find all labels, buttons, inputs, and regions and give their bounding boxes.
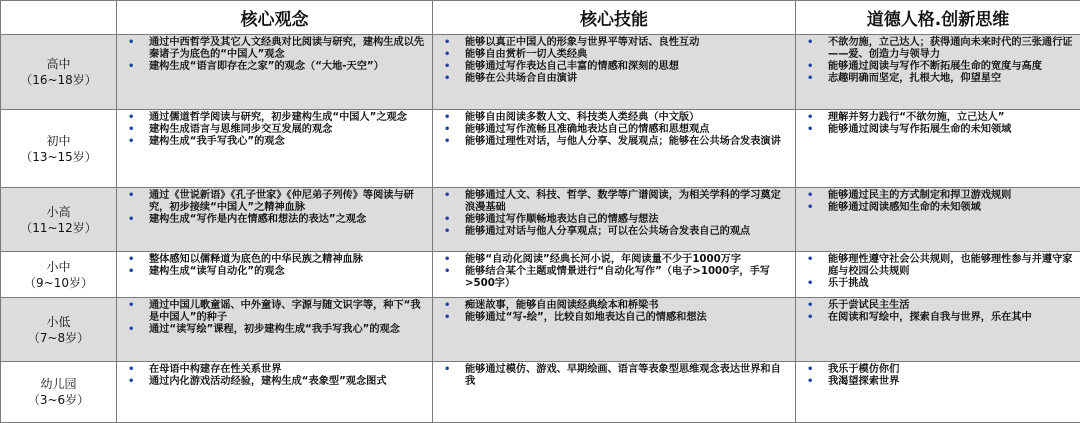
table-row: [1, 252, 1080, 298]
list-item: • 我渴望探索世界: [802, 376, 1074, 388]
list-item: • 乐于尝试民主生活: [802, 300, 1074, 312]
list-item: • 能够以真正中国人的形象与世界平等对话、良性互动: [439, 37, 789, 49]
list-item: • 能够通过阅读与写作拓展生命的未知领域: [802, 124, 1074, 136]
ethics-cell: [796, 362, 1080, 423]
skills-cell: [433, 188, 796, 252]
list-item: • 能够通过写作表达自己丰富的情感和深刻的思想: [439, 61, 789, 73]
list-item: • 能够通过阅读与写作不断拓展生命的宽度与高度: [802, 61, 1074, 73]
grade-name: 高中: [1, 56, 116, 72]
list-item: • 在阅读和写绘中，探索自我与世界，乐在其中: [802, 312, 1074, 324]
skills-cell: [433, 362, 796, 423]
grade-name: 小中: [1, 259, 116, 275]
grade-age-range: （9~10岁）: [1, 275, 116, 291]
skills-list: [439, 190, 789, 238]
list-item: • 通过儒道哲学阅读与研究，初步建构生成“中国人”之观念: [123, 112, 426, 124]
grade-cell: [1, 35, 117, 110]
table-row: [1, 35, 1080, 110]
concepts-cell: [117, 362, 433, 423]
grade-cell: [1, 188, 117, 252]
list-item: • 理解并努力践行“不欲勿施，立己达人”: [802, 112, 1074, 124]
concepts-list: [123, 300, 426, 336]
ethics-list: [802, 190, 1074, 214]
ethics-list: [802, 112, 1074, 136]
skills-list: [439, 364, 789, 388]
list-item: • 建构生成“读写自动化”的观念: [123, 266, 426, 278]
concepts-list: [123, 112, 426, 148]
skills-list: [439, 112, 789, 148]
skills-cell: [433, 110, 796, 188]
list-item: • 整体感知以儒释道为底色的中华民族之精神血脉: [123, 254, 426, 266]
concepts-cell: [117, 298, 433, 362]
list-item: • 通过中国儿歌童谣、中外童诗、字源与随文识字等，种下“我是中国人”的种子: [123, 300, 426, 324]
list-item: • 能够通过“写-绘”，比较自如地表达自己的情感和想法: [439, 312, 789, 324]
grade-cell: [1, 298, 117, 362]
concepts-list: [123, 254, 426, 278]
list-item: • 乐于挑战: [802, 278, 1074, 290]
skills-list: [439, 254, 789, 290]
table-row: [1, 362, 1080, 423]
skills-list: [439, 300, 789, 324]
header-core-skills: 核心技能: [433, 1, 796, 35]
grade-age-range: （16~18岁）: [1, 72, 116, 88]
list-item: • 痴迷故事，能够自由阅读经典绘本和桥梁书: [439, 300, 789, 312]
skills-list: [439, 37, 789, 85]
table-row: [1, 188, 1080, 252]
table-row: [1, 110, 1080, 188]
ethics-list: [802, 300, 1074, 324]
list-item: • 志趣明确而坚定，扎根大地，仰望星空: [802, 73, 1074, 85]
grade-name: 小高: [1, 204, 116, 220]
list-item: • 通过《世说新语》《孔子世家》《仲尼弟子列传》等阅读与研究，初步接续“中国人”之精神血脉: [123, 190, 426, 214]
list-item: • 能够通过对话与他人分享观点；可以在公共场合发表自己的观点: [439, 226, 789, 238]
header-core-concepts: 核心观念: [117, 1, 433, 35]
table-row: [1, 298, 1080, 362]
list-item: • 能够结合某个主题或情景进行“自动化写作”（电子>1000字，手写>500字）: [439, 266, 789, 290]
skills-cell: [433, 35, 796, 110]
list-item: • 我乐于模仿你们: [802, 364, 1074, 376]
concepts-cell: [117, 188, 433, 252]
grade-name: 幼儿园: [1, 376, 116, 392]
list-item: • 能够在公共场合自由演讲: [439, 73, 789, 85]
header-row: [1, 1, 1080, 35]
ethics-cell: [796, 188, 1080, 252]
list-item: • 建构生成“写作是内在情感和想法的表达”之观念: [123, 214, 426, 226]
concepts-list: [123, 364, 426, 388]
list-item: • 能够通过写作顺畅地表达自己的情感与想法: [439, 214, 789, 226]
ethics-cell: [796, 298, 1080, 362]
grade-age-range: （13~15岁）: [1, 149, 116, 165]
grade-cell: [1, 362, 117, 423]
skills-cell: [433, 298, 796, 362]
skills-cell: [433, 252, 796, 298]
list-item: • 通过中西哲学及其它人文经典对比阅读与研究，建构生成以先秦诸子为底色的“中国人”观念: [123, 37, 426, 61]
list-item: • 在母语中构建存在性关系世界: [123, 364, 426, 376]
ethics-cell: [796, 35, 1080, 110]
concepts-list: [123, 190, 426, 226]
concepts-list: [123, 37, 426, 73]
list-item: • 能够理性遵守社会公共规则，也能够理性参与并遵守家庭与校园公共规则: [802, 254, 1074, 278]
header-ethics-innovation: 道德人格.创新思维: [796, 1, 1080, 35]
list-item: • 能够通过理性对话，与他人分享、发展观点；能够在公共场合发表演讲: [439, 136, 789, 148]
list-item: • 建构生成“我手写我心”的观念: [123, 136, 426, 148]
list-item: • 能够通过模仿、游戏、早期绘画、语言等表象型思维观念表达世界和自我: [439, 364, 789, 388]
list-item: • 通过“读写绘”课程，初步建构生成“我手写我心”的观念: [123, 324, 426, 336]
list-item: • 能够自由阅读多数人文、科技类人类经典（中文版）: [439, 112, 789, 124]
list-item: • 能够自由赏析一切人类经典: [439, 49, 789, 61]
list-item: • 不欲勿施，立己达人；获得通向未来时代的三张通行证——爱、创造力与领导力: [802, 37, 1074, 61]
list-item: • 能够通过写作流畅且准确地表达自己的情感和思想观点: [439, 124, 789, 136]
concepts-cell: [117, 35, 433, 110]
list-item: • 能够通过人文、科技、哲学、数学等广谱阅读，为相关学科的学习奠定浪漫基础: [439, 190, 789, 214]
grade-age-range: （11~12岁）: [1, 220, 116, 236]
list-item: • 建构生成“语言即存在之家”的观念（“大地-天空”）: [123, 61, 426, 73]
list-item: • 能够通过阅读感知生命的未知领域: [802, 202, 1074, 214]
ethics-list: [802, 37, 1074, 85]
list-item: • 通过内化游戏活动经验，建构生成“表象型”观念图式: [123, 376, 426, 388]
grade-cell: [1, 110, 117, 188]
grade-name: 小低: [1, 314, 116, 330]
list-item: • 能够通过民主的方式制定和捍卫游戏规则: [802, 190, 1074, 202]
concepts-cell: [117, 110, 433, 188]
grade-age-range: （7~8岁）: [1, 330, 116, 346]
list-item: • 能够“自动化阅读”经典长河小说，年阅读量不少于1000万字: [439, 254, 789, 266]
header-grade: [1, 1, 117, 35]
list-item: • 建构生成语言与思维同步交互发展的观念: [123, 124, 426, 136]
grade-age-range: （3~6岁）: [1, 392, 116, 408]
ethics-cell: [796, 110, 1080, 188]
grade-cell: [1, 252, 117, 298]
ethics-list: [802, 254, 1074, 290]
concepts-cell: [117, 252, 433, 298]
ethics-list: [802, 364, 1074, 388]
grade-name: 初中: [1, 133, 116, 149]
ethics-cell: [796, 252, 1080, 298]
